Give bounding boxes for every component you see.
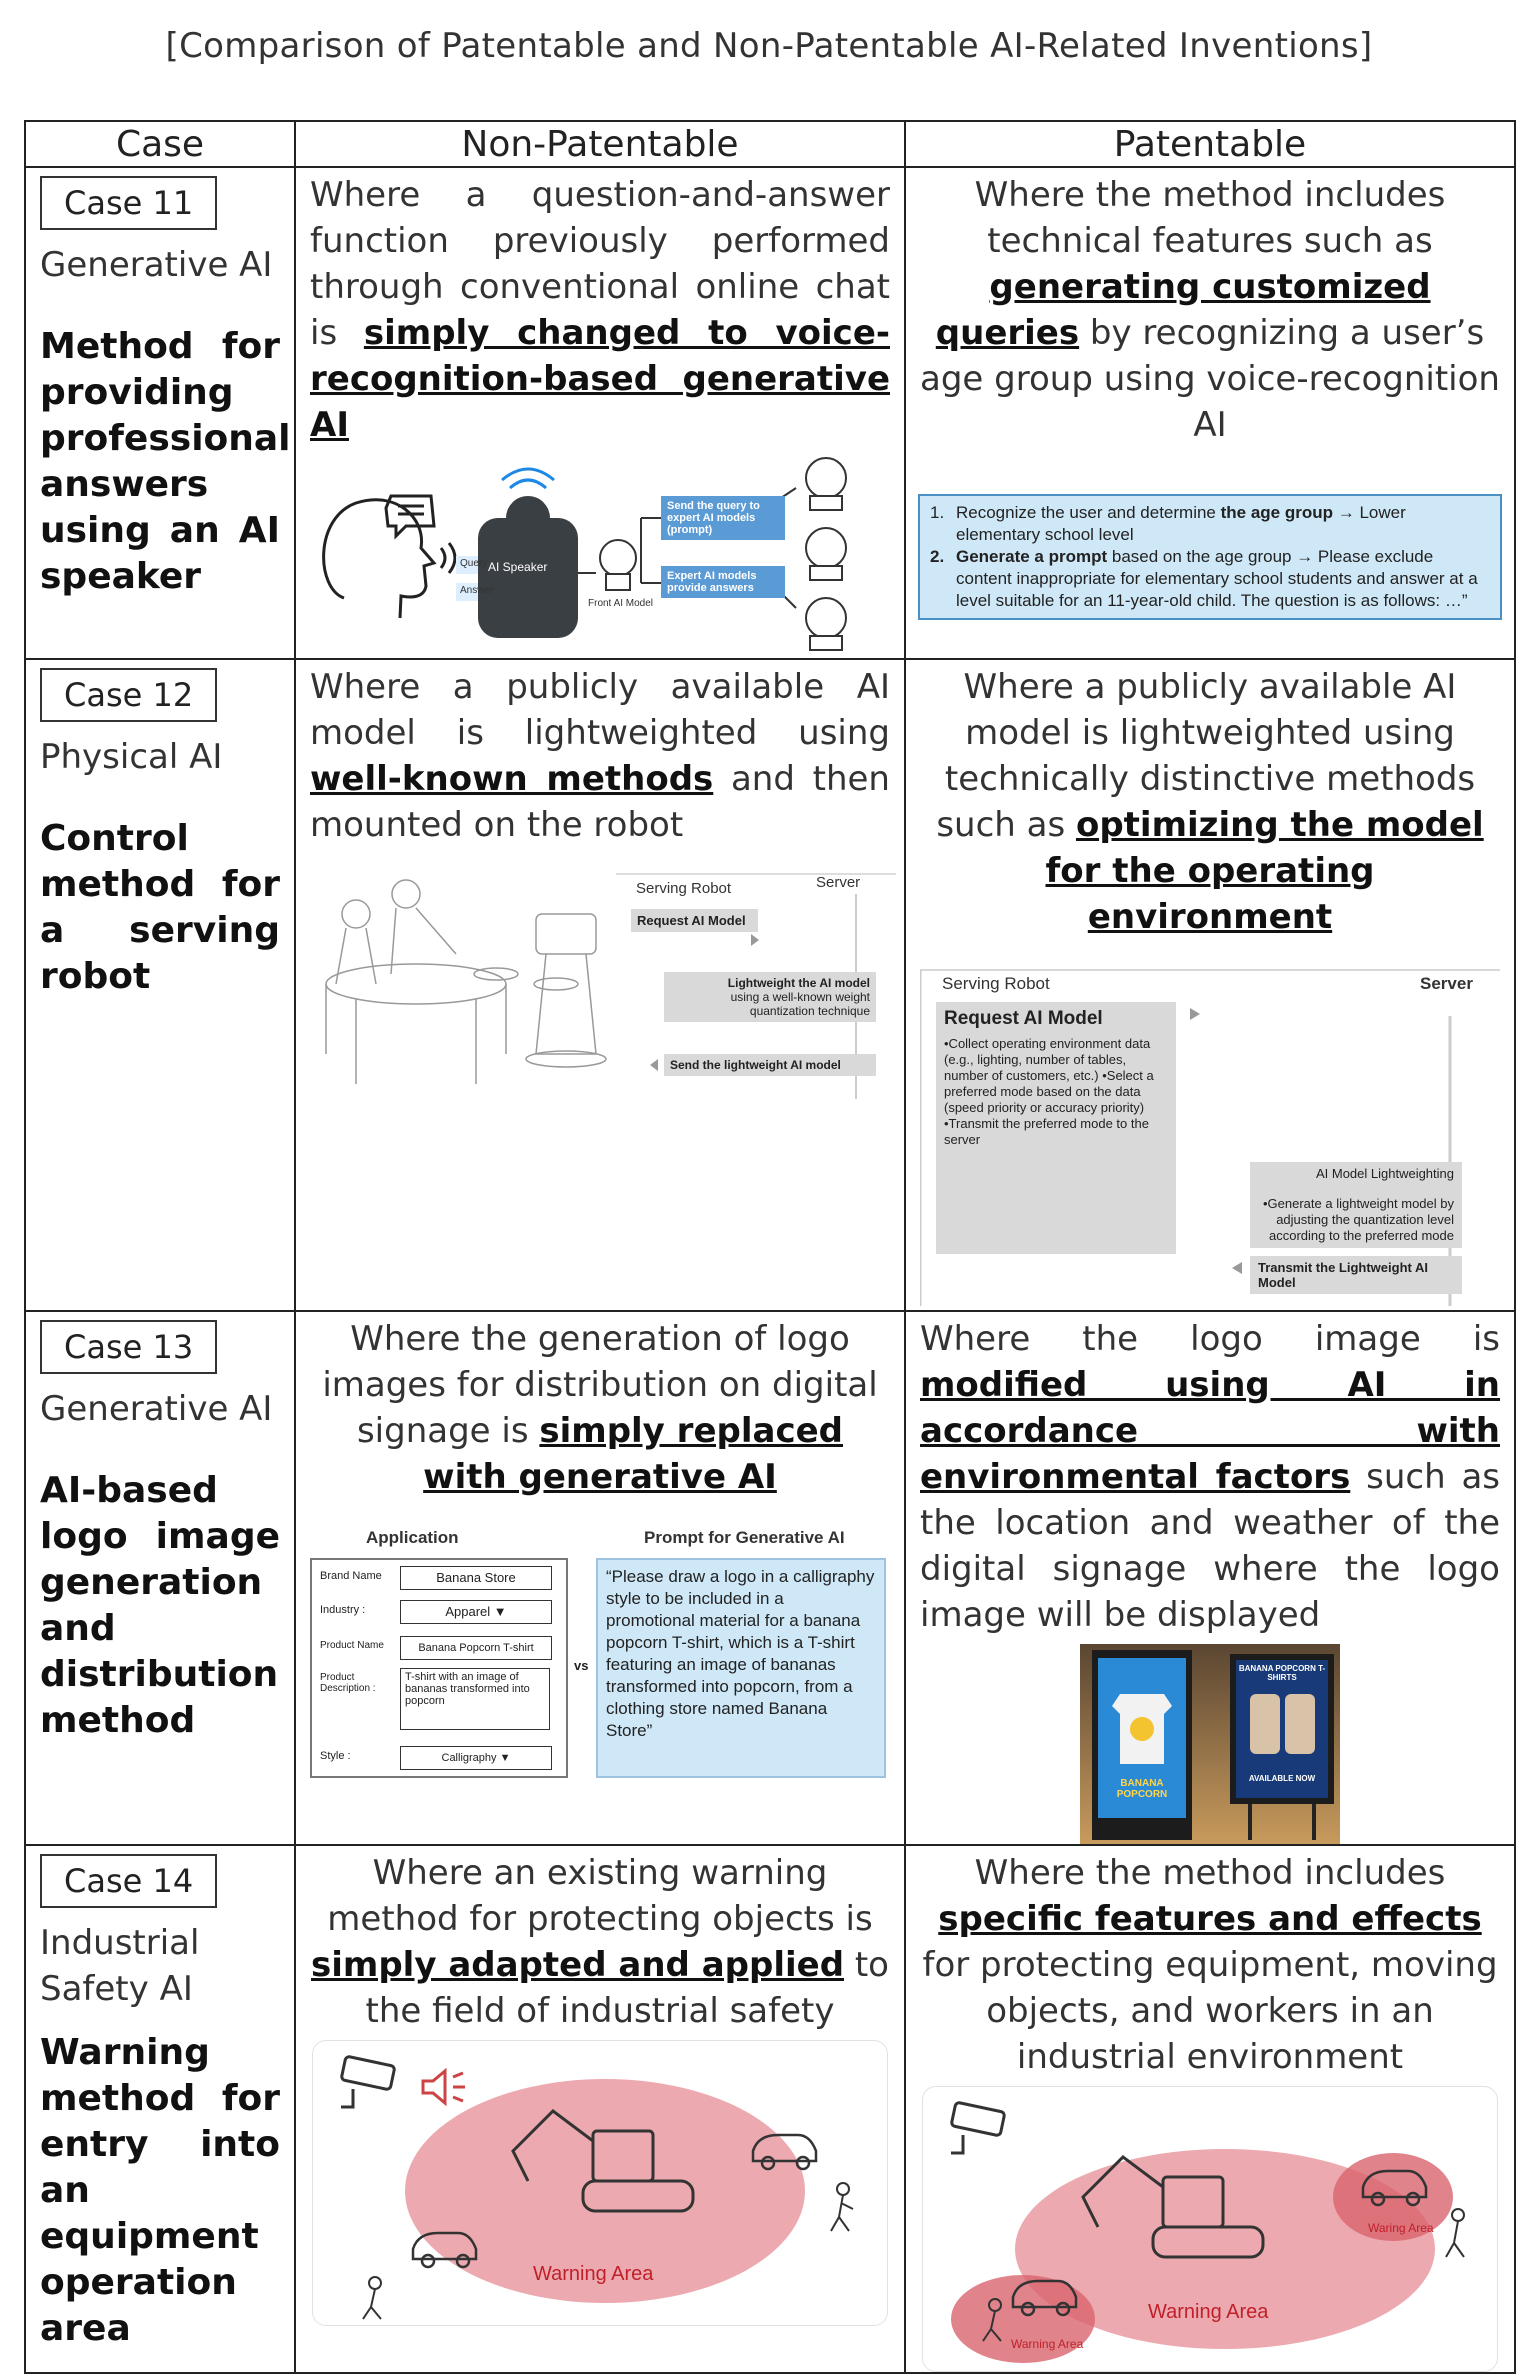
non-patentable-cell <box>295 659 905 1311</box>
answer-label: Answer <box>460 585 494 596</box>
patentable-cell <box>905 1311 1515 1845</box>
case-row <box>25 659 1515 1311</box>
case-title: Method for providing professional answers using an AI speaker <box>40 326 291 597</box>
warning-area-label: Warning Area <box>533 2263 654 2285</box>
signage-2-subtitle: AVAILABLE NOW <box>1248 1774 1316 1783</box>
cctv-camera-icon <box>951 2102 1005 2153</box>
expert-answers-box: Expert AI models provide answers <box>661 566 785 598</box>
server-label: Server <box>816 874 861 891</box>
signage-2-title: BANANA POPCORN T-SHIRTS <box>1238 1664 1326 1682</box>
patentable-text: Where the method includes specific features and effects for protecting equipment, moving objects, and workers in an industrial environment <box>922 1853 1498 2077</box>
logo-generation-illustration <box>296 1524 904 1784</box>
case-label: Case 14 <box>40 1854 217 1908</box>
document-title: [Comparison of Patentable and Non-Patentable AI-Related Inventions] <box>165 26 1373 66</box>
case-label: Case 11 <box>40 176 217 230</box>
case-category: Physical AI <box>40 737 223 777</box>
lightweighting-box: AI Model Lightweighting •Generate a lightweight model by adjusting the quantization level according to the preferred mode <box>1250 1162 1462 1248</box>
non-patentable-cell <box>295 1311 905 1845</box>
case-title: AI-based logo image generation and distribution method <box>40 1470 280 1741</box>
serving-robot-illustration <box>296 854 904 1104</box>
warning-area-illustration <box>312 2040 888 2326</box>
warning-area-small-label: Waring Area <box>1368 2221 1434 2235</box>
non-patentable-text: Where an existing warning method for protecting objects is simply adapted and applied to the field of industrial safety <box>311 1853 889 2031</box>
server-label: Server <box>1420 974 1473 993</box>
step-2: 2. Generate a prompt based on the age group → Please exclude content inappropriate for elementary school students and answer at a level suitable for an 11-year-old child. The question is as follows: …” <box>930 547 1478 610</box>
send-query-box: Send the query to expert AI models (prompt) <box>661 496 785 540</box>
query-label: Query <box>460 558 488 569</box>
header-row <box>25 121 1515 167</box>
industry-select[interactable]: Apparel ▼ <box>400 1600 552 1624</box>
case-label: Case 13 <box>40 1320 217 1374</box>
send-model-box: Send the lightweight AI model <box>664 1054 876 1076</box>
header-patentable: Patentable <box>905 121 1515 167</box>
prompt-steps-box <box>918 494 1502 620</box>
ai-speaker-label: AI Speaker <box>488 560 548 574</box>
patentable-cell <box>905 167 1515 659</box>
chevron-down-icon: ▼ <box>493 1604 507 1619</box>
transmit-model-box: Transmit the Lightweight AI Model <box>1250 1256 1462 1294</box>
cctv-camera-icon <box>341 2056 395 2107</box>
case-title: Warning method for entry into an equipment operation area <box>40 2032 280 2349</box>
chevron-down-icon: ▼ <box>499 1752 511 1764</box>
patentable-text: Where the method includes technical features such as generating customized queries by recognizing a user’s age group using voice-recognition AI <box>920 175 1500 445</box>
warning-area-small-label: Warning Area <box>1011 2337 1084 2351</box>
case-category: Generative AI <box>40 245 273 285</box>
case-cell <box>25 659 295 1311</box>
non-patentable-text: Where a publicly available AI model is lightweighted using well-known methods and then mounted on the robot <box>310 667 890 845</box>
case-title: Control method for a serving robot <box>40 818 280 997</box>
prompt-title: Prompt for Generative AI <box>644 1528 845 1547</box>
front-model-label: Front AI Model <box>588 598 654 609</box>
robot-label: Serving Robot <box>636 880 732 897</box>
request-model-box: Request AI Model <box>631 909 758 932</box>
case-category: Industrial Safety AI <box>40 1923 200 2009</box>
application-form: Brand Name Banana Store Industry : Apparel ▼ Product Name Banana Popcorn T-shirt Product Description : T-shirt with an image of bananas transformed into popcorn Style : Calligraphy ▼ <box>310 1558 568 1778</box>
product-name-input[interactable]: Banana Popcorn T-shirt <box>400 1636 552 1660</box>
robot-label: Serving Robot <box>942 974 1050 993</box>
case-category: Generative AI <box>40 1389 273 1429</box>
case-row <box>25 1311 1515 1845</box>
digital-signage-illustration <box>1080 1644 1340 1844</box>
vs-label: vs <box>574 1658 589 1673</box>
case-cell <box>25 167 295 659</box>
prompt-box: “Please draw a logo in a calligraphy style to be included in a promotional material for a banana popcorn T-shirt, which is a T-shirt featuring an image of bananas transformed into popcorn, from a clothing store named Banana Store” <box>596 1558 886 1778</box>
brand-name-input[interactable]: Banana Store <box>400 1566 552 1590</box>
case-row <box>25 167 1515 659</box>
patentable-text: Where the logo image is modified using AI in accordance with environmental factors such as the location and weather of the digital signage where the logo image will be displayed <box>920 1319 1500 1635</box>
lightweighting-illustration <box>920 966 1500 1306</box>
request-model-box: Request AI Model •Collect operating environment data (e.g., lighting, number of tables, number of customers, etc.) •Select a preferred mode based on the data (speed priority or accuracy priority) •Transmit the preferred mode to the server <box>936 1002 1176 1254</box>
header-non-patentable: Non-Patentable <box>295 121 905 167</box>
lightweight-box: Lightweight the AI model using a well-known weight quantization technique <box>664 972 876 1022</box>
case-cell <box>25 1311 295 1845</box>
comparison-table <box>24 120 1516 2374</box>
signage-1-text: BANANA POPCORN <box>1116 1778 1168 1800</box>
warning-area-label: Warning Area <box>1148 2301 1269 2323</box>
patentable-cell <box>905 659 1515 1311</box>
case-row <box>25 1845 1515 2373</box>
case-cell <box>25 1845 295 2373</box>
non-patentable-text: Where a question-and-answer function previously performed through conventional online chat is simply changed to voice-recognition-based generative AI <box>310 175 890 445</box>
non-patentable-cell <box>295 1845 905 2373</box>
patentable-text: Where a publicly available AI model is lightweighted using technically distinctive methods such as optimizing the model for the operating environment <box>936 667 1484 937</box>
warning-area-illustration <box>922 2086 1498 2372</box>
case-label: Case 12 <box>40 668 217 722</box>
product-description-input[interactable]: T-shirt with an image of bananas transformed into popcorn <box>400 1668 550 1730</box>
ai-speaker-illustration <box>296 448 904 658</box>
non-patentable-text: Where the generation of logo images for distribution on digital signage is simply replaced with generative AI <box>322 1319 878 1497</box>
header-case: Case <box>25 121 295 167</box>
style-select[interactable]: Calligraphy ▼ <box>400 1746 552 1770</box>
application-title: Application <box>366 1528 459 1547</box>
non-patentable-cell <box>295 167 905 659</box>
speaker-icon <box>423 2071 465 2103</box>
step-1: 1. Recognize the user and determine the age group → Lower elementary school level <box>930 503 1406 544</box>
patentable-cell <box>905 1845 1515 2373</box>
